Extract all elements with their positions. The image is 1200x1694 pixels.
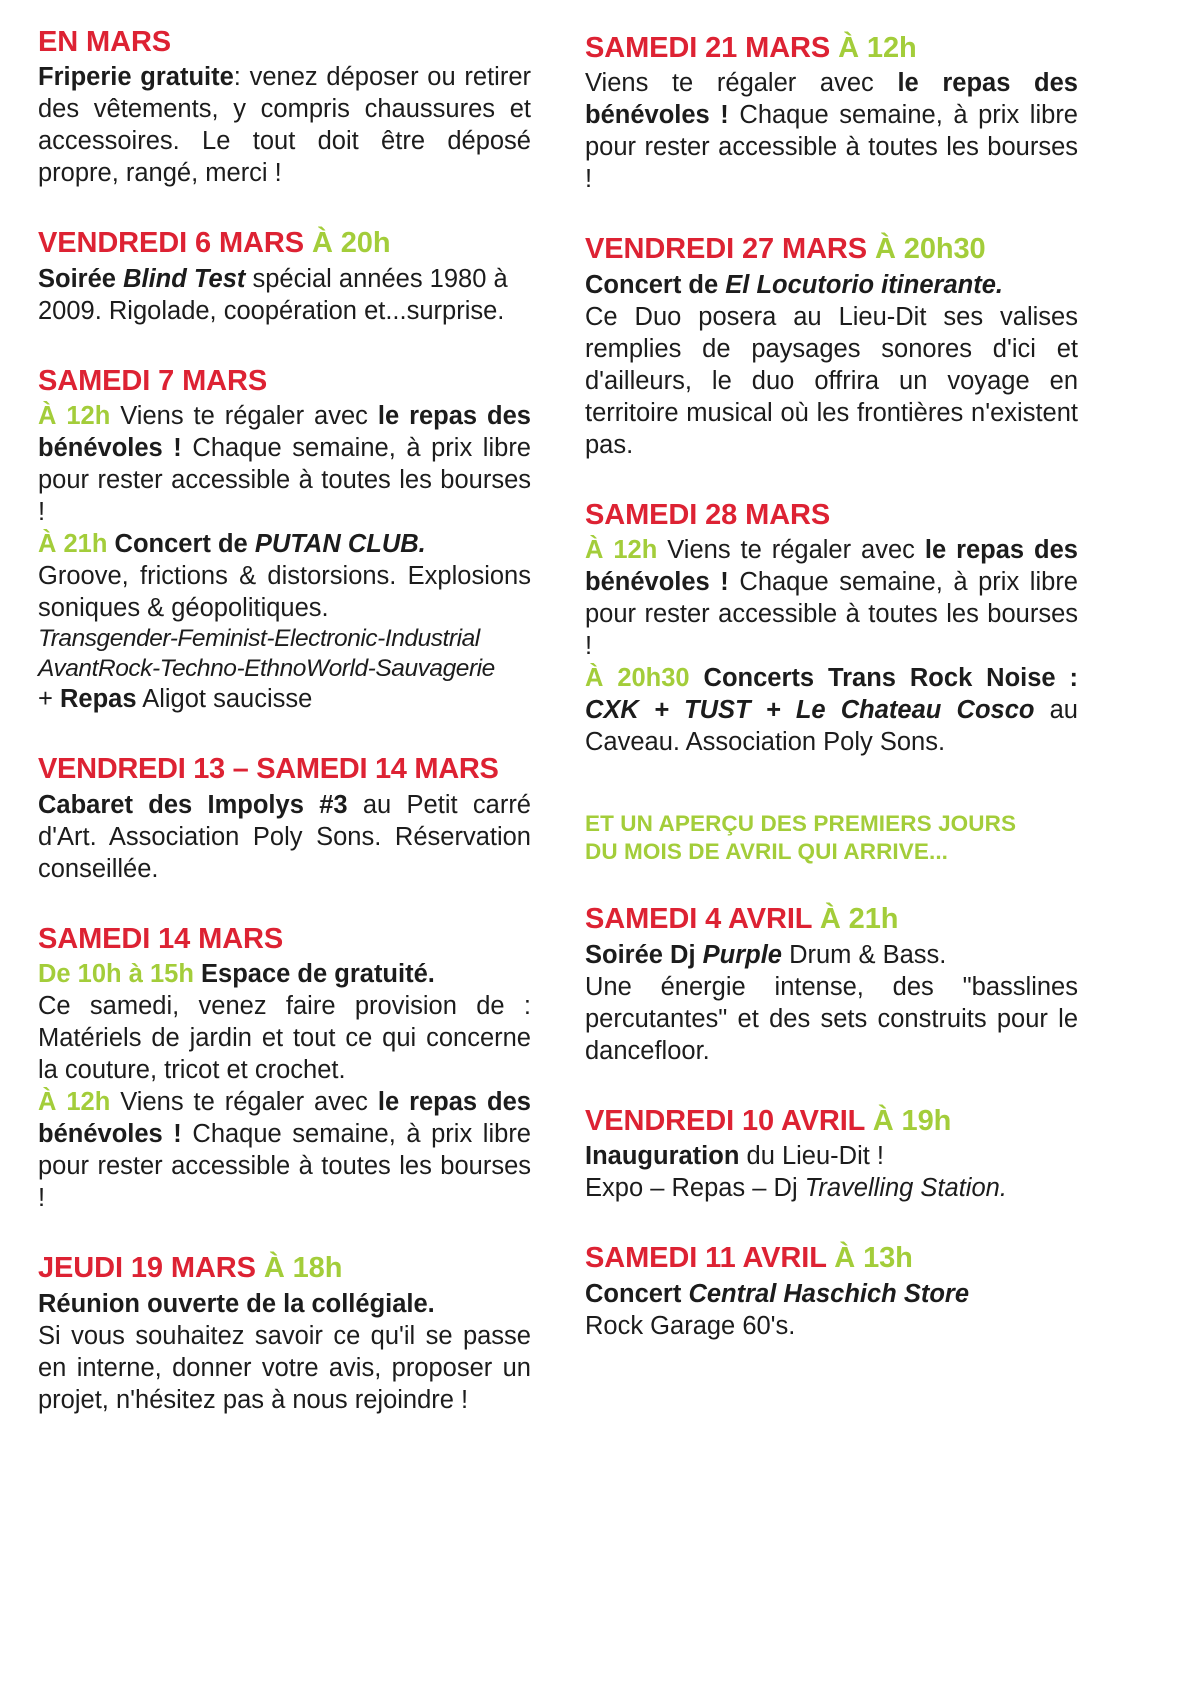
event-heading-samedi-14-mars [38,923,531,955]
event-heading-samedi-21-mars [585,32,1078,64]
lead-bold: Concert [585,1279,689,1308]
event-time-12h: À 12h [585,536,658,565]
event-jeudi-19-mars [38,1252,531,1415]
lead-bold: Concert de [585,270,726,299]
event-body-samedi-7-mars-repas [38,683,531,715]
heading-date: SAMEDI 14 MARS [38,922,284,955]
lead-bold: Friperie gratuite [38,63,234,92]
event-samedi-28-mars [585,499,1078,758]
artist-name: Purple [702,940,782,969]
april-teaser-heading [585,810,1078,865]
title-italic: Blind Test [123,264,246,293]
event-body-samedi-4-avril-title [585,939,1078,971]
artist-names: CXK + TUST + Le Chateau Cosco [585,696,1035,725]
heading-date: VENDREDI 10 AVRIL [585,1104,865,1137]
body-text: Une énergie intense, des "basslines percutantes" et des sets construits pour le dancefloor. [585,972,1078,1065]
lead-bold: Cabaret des Impolys #3 [38,790,348,819]
body-text: du Lieu-Dit ! [739,1142,884,1171]
event-vendredi-13-samedi-14-mars [38,753,531,884]
event-body-samedi-11-avril-title [585,1278,1078,1310]
heading-date: JEUDI 19 MARS [38,1252,256,1285]
body-text: Viens te régaler avec [120,1088,378,1117]
event-heading-samedi-28-mars [585,499,1078,531]
body-text: Viens te régaler avec [120,402,378,431]
body-text: Groove, frictions & distorsions. Explosions soniques & géopolitiques. [38,562,531,623]
event-heading-samedi-4-avril [585,903,1078,935]
april-teaser [585,810,1078,865]
event-samedi-14-mars [38,923,531,1214]
event-body-samedi-7-mars-meal [38,400,531,528]
heading-date: SAMEDI 28 MARS [585,498,831,531]
heading-time: À 20h30 [874,233,986,266]
event-body-vendredi-27-mars-title [585,269,1078,301]
event-heading-jeudi-19-mars [38,1252,531,1284]
event-body-samedi-7-mars-concert [38,528,531,560]
body-bold: Espace de gratuité. [201,960,435,989]
body-bold: Concerts Trans Rock Noise : [703,664,1078,693]
event-time-21h: À 21h [38,530,108,559]
event-body-jeudi-19-mars-desc [38,1320,531,1416]
april-teaser-line-1: ET UN APERÇU DES PREMIERS JOURS [585,811,1017,837]
heading-date: SAMEDI 11 AVRIL [585,1242,827,1275]
left-column [38,26,531,1416]
event-body-samedi-28-mars-meal [585,534,1078,662]
event-heading-vendredi-10-avril [585,1105,1078,1137]
heading-time: À 19h [872,1104,952,1137]
heading-date: SAMEDI 21 MARS [585,32,831,64]
event-heading-vendredi-27-mars [585,233,1078,265]
event-heading-samedi-11-avril [585,1242,1078,1274]
event-time-20h30: À 20h30 [585,664,690,693]
heading-date: VENDREDI 6 MARS [38,227,304,260]
artist-name: El Locutorio itinerante. [725,270,1003,299]
lead-bold: Réunion ouverte de la collégiale. [38,1289,435,1318]
heading-date: EN MARS [38,26,172,58]
body-text: Si vous souhaitez savoir ce qu'il se passe en interne, donner votre avis, proposer un projet, n'hésitez pas à nous rejoindre ! [38,1321,531,1414]
event-body-jeudi-19-mars-title [38,1288,531,1320]
event-body-vendredi-6-mars [38,263,531,327]
event-body-samedi-14-mars-meal [38,1086,531,1214]
body-text: au Petit carré d'Art. Association Poly Sons. Réservation conseillée. [38,790,531,883]
body-bold: le repas des bénévoles ! [38,1088,531,1149]
body-text: Viens te régaler avec [667,536,925,565]
artist-name: PUTAN CLUB. [254,530,426,559]
body-text: Expo – Repas – Dj [585,1174,805,1203]
lead-bold: Soirée [38,264,116,293]
heading-time: À 21h [819,903,899,936]
event-time-10h-15h: De 10h à 15h [38,960,194,989]
event-body-vendredi-10-avril-desc [585,1172,1078,1204]
event-body-samedi-7-mars-tags [38,624,531,683]
body-text: Chaque semaine, à prix libre pour rester accessible à toutes les bourses ! [585,101,1078,194]
event-body-samedi-14-mars-gratuite [38,958,531,990]
event-body-samedi-21-mars [585,67,1078,195]
event-time-12h: À 12h [38,1088,111,1117]
body-text: Viens te régaler avec [585,69,898,98]
body-text: Aligot saucisse [136,685,313,714]
event-samedi-4-avril [585,903,1078,1066]
heading-time: À 20h [311,227,391,260]
event-body-samedi-11-avril-desc [585,1310,1078,1342]
april-teaser-line-2: DU MOIS DE AVRIL QUI ARRIVE... [585,838,949,864]
body-text: Drum & Bass. [782,940,947,969]
body-text: Chaque semaine, à prix libre pour rester accessible à toutes les bourses ! [38,434,531,527]
heading-time: À 13h [834,1242,913,1275]
event-heading-samedi-7-mars [38,365,531,397]
heading-date: SAMEDI 7 MARS [38,364,268,397]
dj-name: Travelling Station. [804,1174,1007,1203]
body-text: Ce samedi, venez faire provision de : Matériels de jardin et tout ce qui concerne la couture, tricot et crochet. [38,992,531,1085]
heading-date: VENDREDI 13 – SAMEDI 14 MARS [38,753,499,786]
event-body-vendredi-27-mars-desc [585,301,1078,461]
body-text: : venez déposer ou retirer des vêtements, y compris chaussures et accessoires. Le tout doit être déposé propre, rangé, merci ! [38,63,531,188]
event-body-vendredi-10-avril-title [585,1140,1078,1172]
event-en-mars [38,26,531,189]
heading-time: À 12h [838,32,917,64]
body-bold: le repas des bénévoles ! [585,536,1078,597]
body-text: + [38,685,60,714]
event-time-12h: À 12h [38,402,111,431]
body-text: spécial années 1980 à 2009. Rigolade, coopération et...surprise. [38,264,508,325]
event-vendredi-10-avril [585,1105,1078,1204]
event-heading-vendredi-6-mars [38,227,531,259]
event-body-samedi-14-mars-desc [38,990,531,1086]
event-vendredi-27-mars [585,233,1078,460]
artist-name: Central Haschich Store [688,1279,970,1308]
event-samedi-11-avril [585,1242,1078,1341]
body-bold: Concert de [114,530,255,559]
heading-date: VENDREDI 27 MARS [585,233,868,266]
event-body-samedi-28-mars-concert [585,662,1078,758]
event-body-samedi-7-mars-desc [38,560,531,624]
right-column [585,26,1078,1342]
tag-line-1: Transgender-Feminist-Electronic-Industrial [38,625,480,653]
event-body-en-mars [38,61,531,189]
body-text: Chaque semaine, à prix libre pour rester accessible à toutes les bourses ! [585,568,1078,661]
body-text: Chaque semaine, à prix libre pour rester accessible à toutes les bourses ! [38,1120,531,1213]
lead-bold: Inauguration [585,1142,740,1171]
body-bold: Repas [59,685,137,714]
body-text: au Caveau. Association Poly Sons. [585,696,1078,757]
body-text: Rock Garage 60's. [585,1311,796,1340]
event-samedi-7-mars [38,365,531,715]
body-text: Ce Duo posera au Lieu-Dit ses valises remplies de paysages sonores d'ici et d'ailleurs, le duo offrira un voyage en territoire musical où les frontières n'existent pas. [585,302,1078,459]
body-bold: le repas des bénévoles ! [38,402,531,463]
event-vendredi-6-mars [38,227,531,326]
event-samedi-21-mars [585,32,1078,195]
event-heading-en-mars [38,26,531,58]
event-body-vendredi-13-samedi-14-mars [38,789,531,885]
lead-bold: Soirée Dj [585,940,703,969]
event-heading-vendredi-13-samedi-14-mars [38,753,531,785]
tag-line-2: AvantRock-Techno-EthnoWorld-Sauvagerie [38,654,495,682]
body-bold: le repas des bénévoles ! [585,69,1078,130]
heading-date: SAMEDI 4 AVRIL [585,903,812,936]
heading-time: À 18h [263,1252,343,1285]
event-body-samedi-4-avril-desc [585,971,1078,1067]
